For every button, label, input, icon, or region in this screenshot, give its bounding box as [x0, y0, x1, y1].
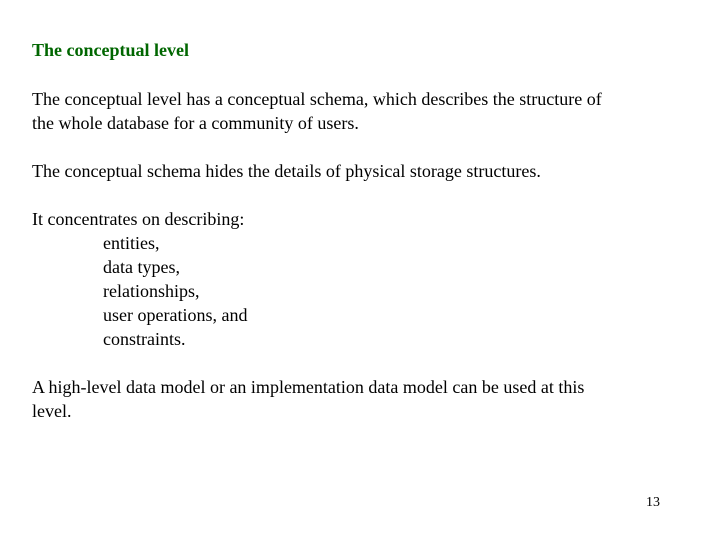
- paragraph-conceptual-schema: [32, 87, 692, 135]
- paragraph-line: the whole database for a community of users.: [32, 113, 359, 133]
- paragraph-line: The conceptual level has a conceptual schema, which describes the structure of: [32, 89, 602, 109]
- slide-title: The conceptual level: [32, 40, 189, 60]
- list-item: relationships,: [103, 281, 200, 301]
- list-item: data types,: [103, 257, 180, 277]
- list-item: entities,: [103, 233, 160, 253]
- page-number: 13: [646, 495, 660, 510]
- paragraph-describing-list: [32, 207, 692, 351]
- list-item: user operations, and: [103, 305, 248, 325]
- list-item: constraints.: [103, 329, 186, 349]
- list-intro: It concentrates on describing:: [32, 209, 245, 229]
- paragraph-line: A high-level data model or an implementation data model can be used at this: [32, 377, 585, 397]
- paragraph-line: level.: [32, 401, 72, 421]
- paragraph-data-model: [32, 375, 692, 423]
- paragraph-line: The conceptual schema hides the details of physical storage structures.: [32, 161, 541, 181]
- paragraph-hides-details: [32, 159, 692, 183]
